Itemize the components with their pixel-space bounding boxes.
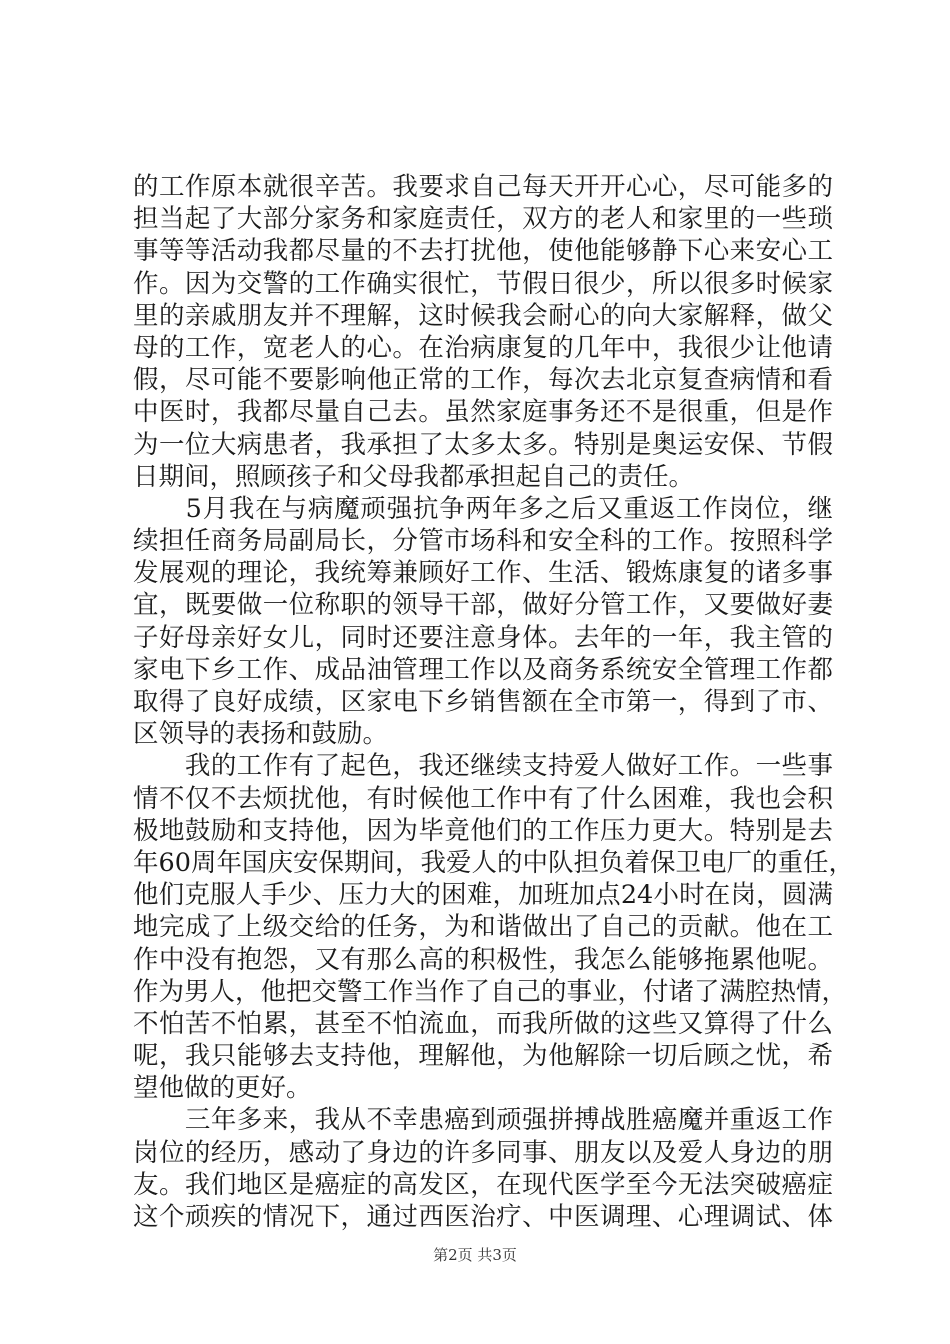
text-line: 年60周年国庆安保期间，我爱人的中队担负着保卫电厂的重任，: [133, 847, 854, 878]
text-line: 家电下乡工作、成品油管理工作以及商务系统安全管理工作都: [133, 654, 833, 685]
text-line: 他们克服人手少、压力大的困难，加班加点24小时在岗，圆满: [133, 880, 833, 911]
text-line: 假，尽可能不要影响他正常的工作，每次去北京复查病情和看: [133, 365, 833, 396]
paragraph-2: [133, 493, 833, 751]
paragraph-3: [133, 750, 854, 1104]
text-line: 这个顽疾的情况下，通过西医治疗、中医调理、心理调试、体: [133, 1202, 833, 1232]
text-line: 续担任商务局副局长，分管市场科和安全科的工作。按照科学: [133, 526, 833, 557]
text-line: 子好母亲好女儿，同时还要注意身体。去年的一年，我主管的: [133, 622, 833, 653]
paragraph-4: [133, 1104, 833, 1233]
page-footer: [0, 1244, 950, 1265]
text-line: 望他做的更好。: [133, 1073, 312, 1104]
text-line: 母的工作，宽老人的心。在治病康复的几年中，我很少让他请: [133, 332, 833, 363]
text-line: 为一位大病患者，我承担了太多太多。特别是奥运安保、节假: [133, 429, 833, 460]
body-text: [133, 171, 854, 1233]
text-line: 发展观的理论，我统筹兼顾好工作、生活、锻炼康复的诸多事: [133, 558, 833, 589]
text-line: 区领导的表扬和鼓励。: [133, 719, 389, 750]
text-line: 取得了良好成绩，区家电下乡销售额在全市第一，得到了市、: [133, 687, 833, 717]
text-line: 担当起了大部分家务和家庭责任，双方的老人和家里的一些琐: [133, 204, 833, 235]
text-line: 中医时，我都尽量自己去。虽然家庭事务还不是很重，但是作: [133, 397, 833, 428]
paragraph-1: [133, 171, 833, 493]
text-line: 作。因为交警的工作确实很忙，节假日很少，所以很多时候家: [133, 268, 833, 299]
text-line: 宜，既要做一位称职的领导干部，做好分管工作，又要做好妻: [133, 590, 833, 621]
text-line: 不怕苦不怕累，甚至不怕流血，而我所做的这些又算得了什么: [133, 1008, 833, 1039]
text-line: 地完成了上级交给的任务，为和谐做出了自己的贡献。他在工: [133, 912, 833, 943]
text-line: 作中没有抱怨，又有那么高的积极性，我怎么能够拖累他呢。: [133, 944, 833, 975]
text-line: 极地鼓励和支持他，因为毕竟他们的工作压力更大。特别是去: [133, 815, 833, 846]
text-line: 我的工作有了起色，我还继续支持爱人做好工作。一些事: [133, 751, 833, 782]
text-line: 的工作原本就很辛苦。我要求自己每天开开心心，尽可能多的: [133, 172, 833, 202]
text-line: 事等等活动我都尽量的不去打扰他，使他能够静下心来安心工: [133, 236, 833, 267]
text-line: 友。我们地区是癌症的高发区，在现代医学至今无法突破癌症: [133, 1169, 833, 1200]
text-line: 作为男人，他把交警工作当作了自己的事业，付诸了满腔热情，: [133, 976, 848, 1007]
text-line: 三年多来，我从不幸患癌到顽强拼搏战胜癌魔并重返工作: [133, 1105, 833, 1136]
page-number: 第2页 共3页: [433, 1246, 517, 1264]
text-line: 里的亲戚朋友并不理解，这时候我会耐心的向大家解释，做父: [133, 300, 833, 331]
text-line: 呢，我只能够去支持他，理解他，为他解除一切后顾之忧，希: [133, 1041, 833, 1072]
text-line: 情不仅不去烦扰他，有时候他工作中有了什么困难，我也会积: [133, 783, 833, 814]
text-line: 岗位的经历，感动了身边的许多同事、朋友以及爱人身边的朋: [133, 1137, 833, 1168]
text-line: 5月我在与病魔顽强抗争两年多之后又重返工作岗位，继: [133, 493, 833, 524]
text-line: 日期间，照顾孩子和父母我都承担起自己的责任。: [133, 461, 695, 492]
